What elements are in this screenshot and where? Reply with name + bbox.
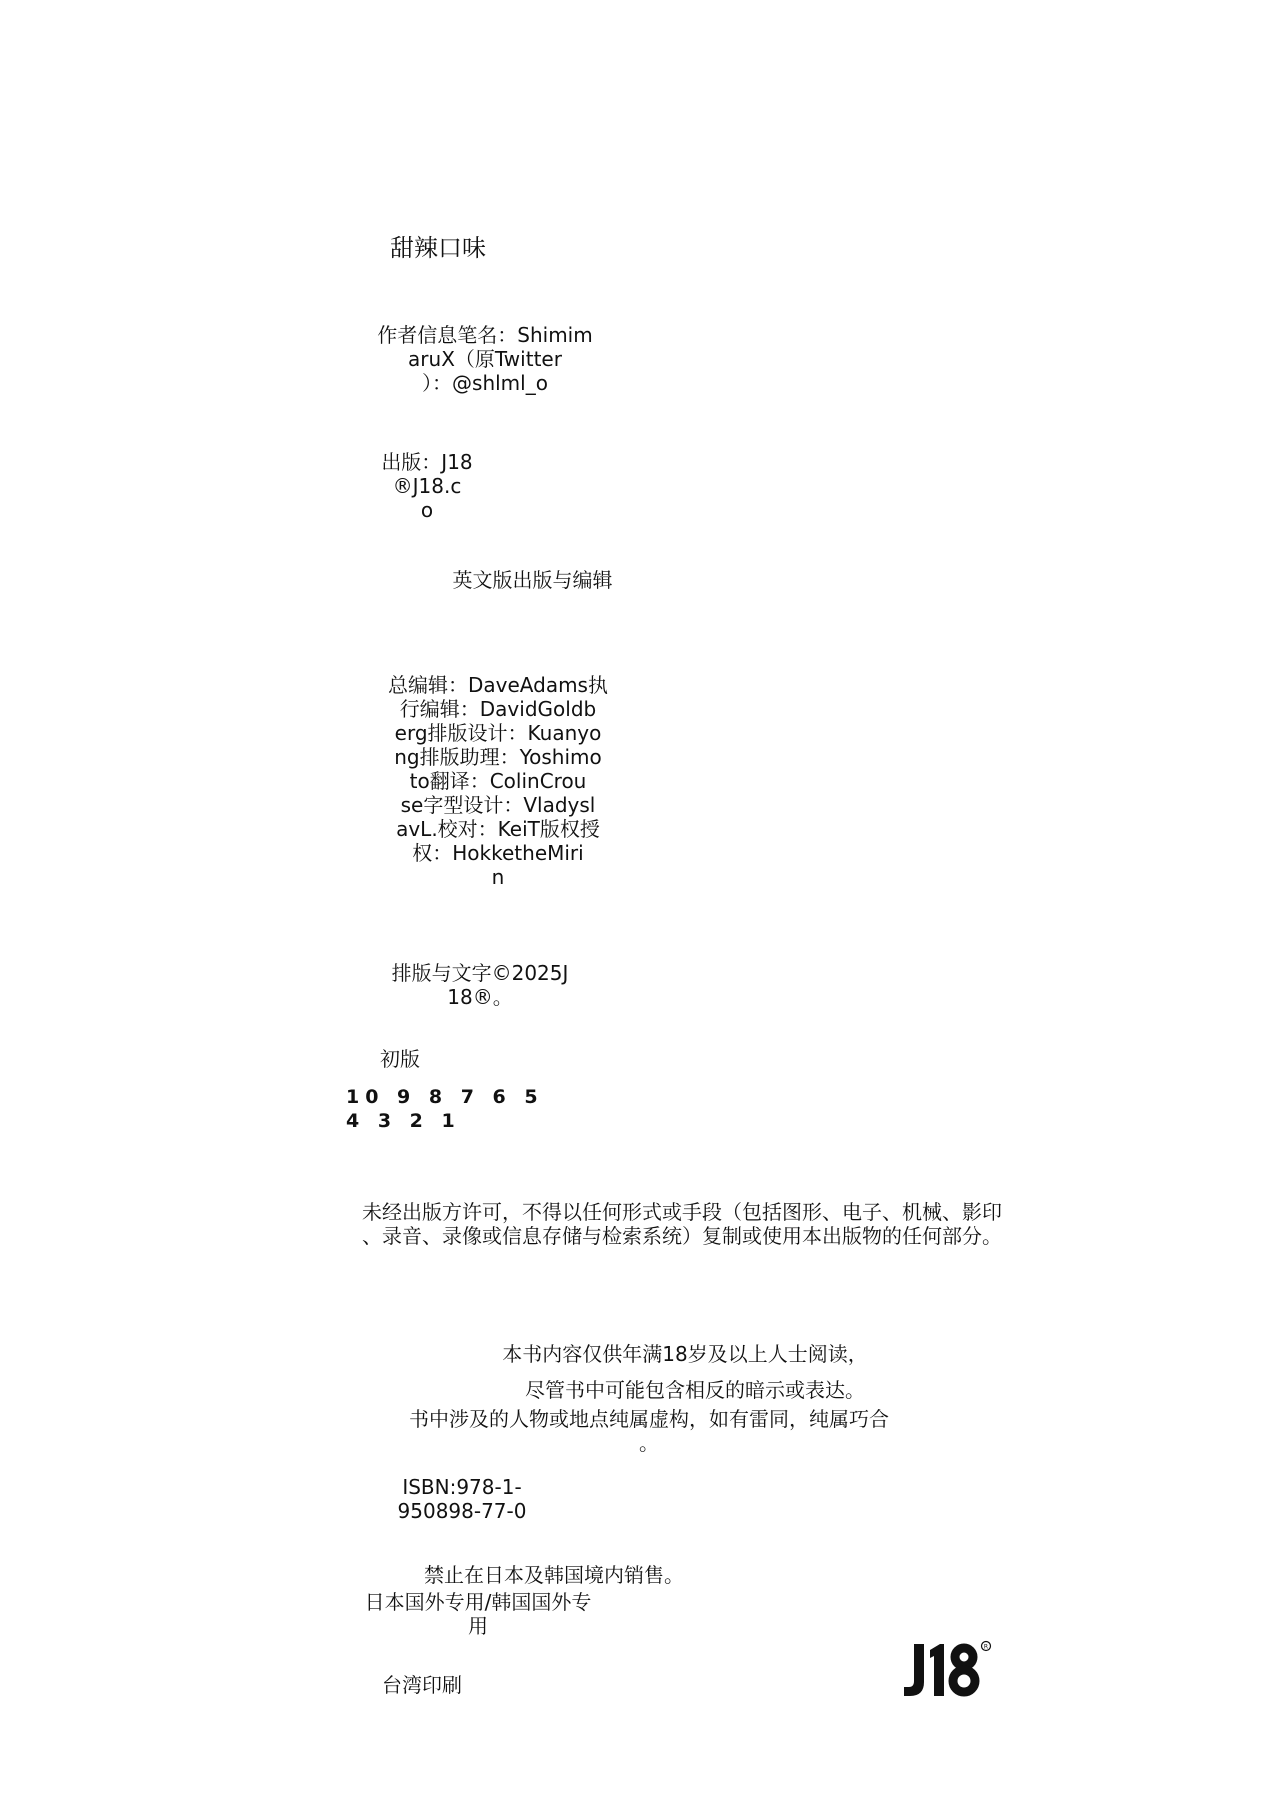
author-info: 作者信息笔名：Shimim aruX（原Twitter ）：@shlml_o	[377, 323, 593, 395]
age-notice: 本书内容仅供年满18岁及以上人士阅读，	[502, 1342, 868, 1366]
sale-restriction: 禁止在日本及韩国境内销售。	[424, 1563, 684, 1587]
territory-notice: 日本国外专用/韩国国外专 用	[364, 1590, 592, 1638]
isbn: ISBN:978-1- 950898-77-0	[397, 1475, 527, 1523]
rights-notice: 未经出版方许可，不得以任何形式或手段（包括图形、电子、机械、影印 、录音、录像或信息存储与检索系统）复制或使用本出版物的任何部分。	[362, 1200, 1002, 1248]
svg-text:R: R	[983, 1643, 989, 1651]
printing-line: 10 9 8 7 6 5 4 3 2 1	[346, 1086, 544, 1132]
copyright-line: 排版与文字©2025J 18®。	[391, 961, 569, 1009]
registered-icon	[982, 1642, 991, 1651]
printed-in: 台湾印刷	[382, 1673, 462, 1697]
credits-list: 总编辑：DaveAdams执 行编辑：DavidGoldb erg排版设计：Kuanyo ng排版助理：Yoshimo to翻译：ColinCrou se字型设计：Vladysl avL.校对：KeiT版权授 权：HokketheMiri n	[388, 673, 608, 889]
implication-notice: 尽管书中可能包含相反的暗示或表达。	[525, 1378, 865, 1402]
logo-digit-one	[930, 1644, 944, 1696]
english-edition-heading: 英文版出版与编辑	[452, 568, 613, 592]
fiction-notice: 书中涉及的人物或地点纯属虚构，如有雷同，纯属巧合 。	[409, 1407, 889, 1455]
logo-letter-j	[904, 1644, 924, 1696]
j18-logo	[900, 1640, 992, 1700]
logo-digit-eight	[953, 1648, 975, 1692]
publisher-info: 出版：J18 ®J18.c o	[381, 450, 473, 522]
edition-label: 初版	[380, 1047, 420, 1071]
book-title: 甜辣口味	[390, 234, 486, 262]
